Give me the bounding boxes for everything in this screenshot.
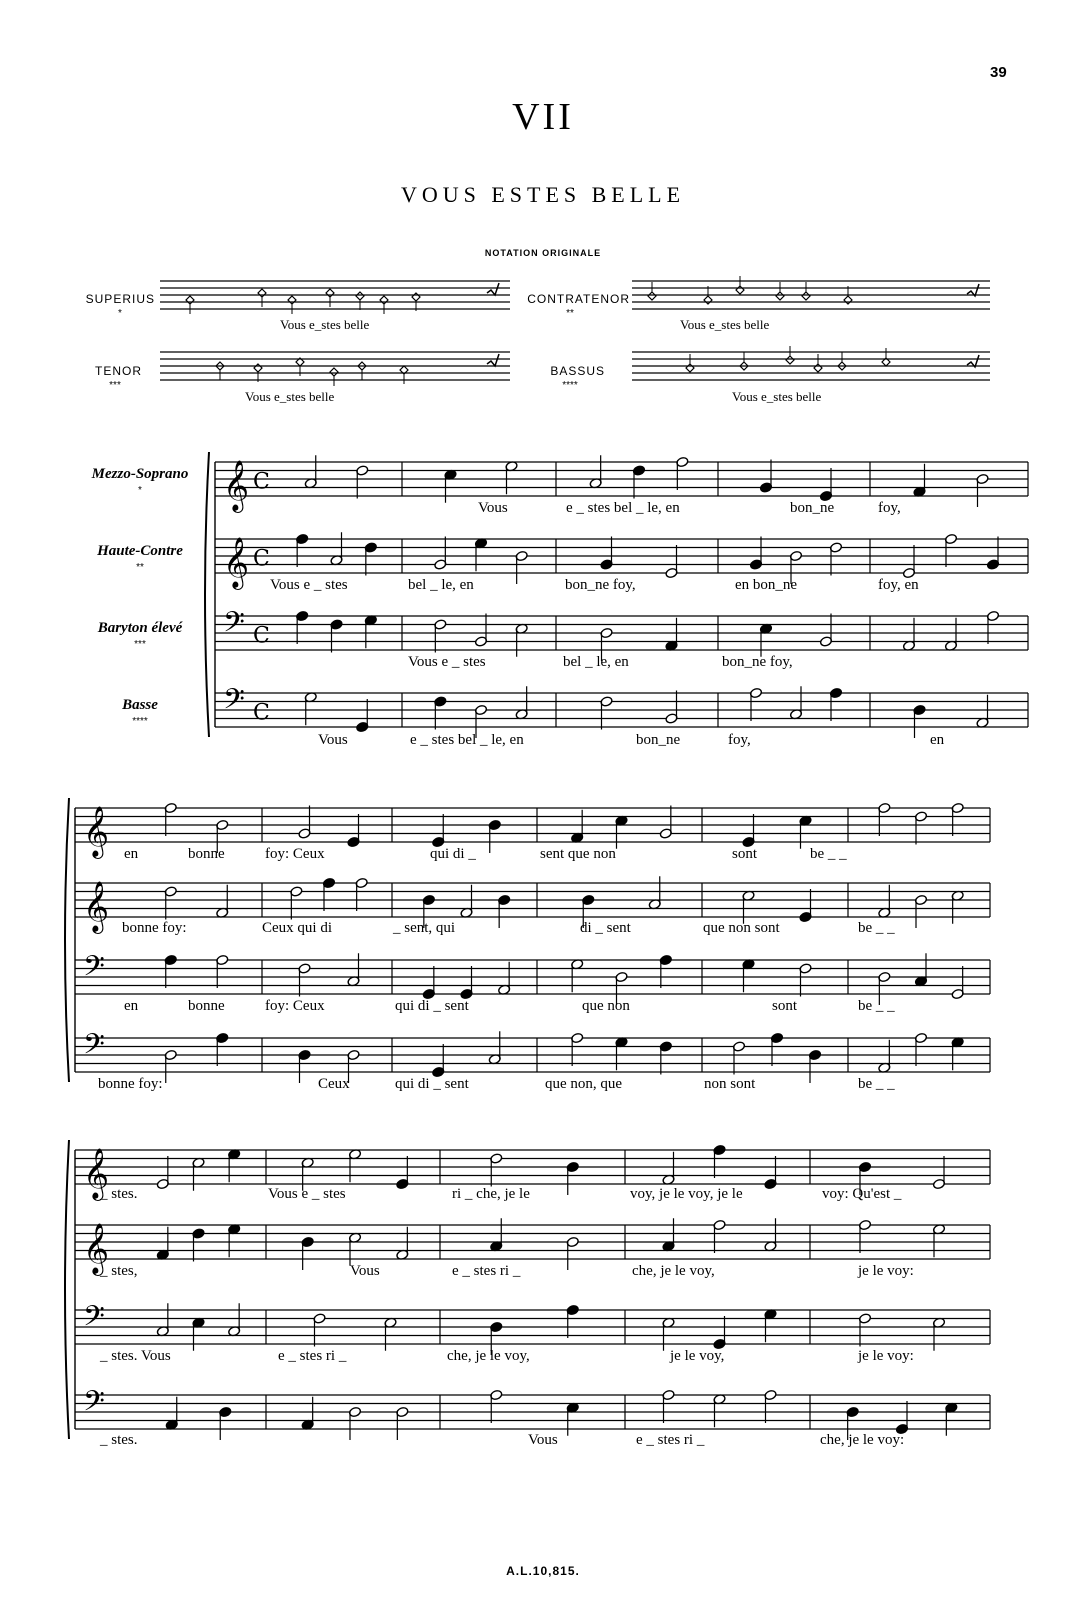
original-lyric: Vous e_stes belle	[280, 317, 370, 332]
system-bracket	[65, 1140, 69, 1439]
custos-mark	[967, 284, 979, 296]
lyric-s1-v1: Vous	[478, 500, 508, 516]
lyric-s3-v1: voy, je le voy, je le	[630, 1186, 743, 1202]
lyric-s1-v4: e _ stes bel _ le, en	[410, 732, 524, 748]
lyric-s1-v3: bon_ne foy,	[722, 654, 793, 670]
lyric-s2-v1: be _ _	[810, 846, 847, 862]
lyric-s3-v3: je le voy,	[670, 1348, 725, 1364]
voice-label-haute-contre: Haute-Contre	[97, 543, 183, 559]
voice-mark: *	[138, 485, 142, 496]
lyric-s2-v3: sont	[772, 998, 798, 1014]
original-lyric: Vous e_stes belle	[732, 389, 822, 404]
lyric-s1-v3: Vous e _ stes	[408, 654, 486, 670]
lyric-s2-v4: bonne foy:	[98, 1076, 163, 1092]
bass-clef: 𝄢	[223, 683, 245, 723]
lyric-s3-v1: _ stes.	[100, 1186, 138, 1202]
lyric-s1-v4: en	[930, 732, 945, 748]
lyric-s3-v2: e _ stes ri _	[452, 1263, 521, 1279]
diamond-note	[648, 292, 656, 300]
common-time: C	[253, 700, 270, 726]
plate-number: A.L.10,815.	[506, 1564, 580, 1578]
lyric-s3-v2: che, je le voy,	[632, 1263, 715, 1279]
treble-clef: 𝄞	[83, 1223, 110, 1274]
diamond-note	[186, 296, 194, 304]
lyric-s2-v2: Ceux qui di	[262, 920, 332, 936]
voice-label-basse: Basse	[122, 697, 158, 713]
lyric-s1-v4: foy,	[728, 732, 751, 748]
common-time: C	[253, 546, 270, 572]
lyric-s1-v4: Vous	[318, 732, 348, 748]
diamond-note	[330, 368, 338, 376]
lyric-s1-v2: bon_ne foy,	[565, 577, 636, 593]
diamond-note	[786, 356, 794, 364]
diamond-note	[814, 364, 822, 372]
voice-mark: ***	[134, 639, 146, 650]
diamond-note	[704, 296, 712, 304]
original-voice-mark: ***	[109, 380, 121, 391]
system-bracket	[205, 452, 209, 737]
lyric-s2-v1: foy: Ceux	[265, 846, 325, 862]
lyric-s3-v1: Vous e _ stes	[268, 1186, 346, 1202]
original-voice-mark: *	[118, 308, 122, 319]
lyric-s1-v2: en bon_ne	[735, 577, 798, 593]
original-lyric: Vous e_stes belle	[245, 389, 335, 404]
lyric-s3-v4: che, je le voy:	[820, 1432, 905, 1448]
lyric-s3-v3: _ stes. Vous	[100, 1348, 171, 1364]
custos-mark	[487, 354, 499, 366]
lyric-s2-v3: bonne	[188, 998, 225, 1014]
lyric-s2-v1: sent que non	[540, 846, 616, 862]
page-number: 39	[990, 64, 1007, 81]
lyric-s3-v2: _ stes,	[100, 1263, 138, 1279]
original-voice-mark: ****	[562, 380, 578, 391]
lyric-s2-v4: qui di _ sent	[395, 1076, 469, 1092]
diamond-note	[258, 289, 266, 297]
diamond-note	[736, 286, 744, 294]
voice-mark: **	[136, 562, 144, 573]
lyric-s2-v3: foy: Ceux	[265, 998, 325, 1014]
lyric-s3-v2: je le voy:	[858, 1263, 914, 1279]
treble-clef: 𝄞	[223, 537, 250, 588]
diamond-note	[412, 293, 420, 301]
diamond-note	[686, 364, 694, 372]
bass-clef: 𝄢	[83, 1300, 105, 1340]
lyric-s1-v1: e _ stes bel _ le, en	[566, 500, 680, 516]
diamond-note	[380, 296, 388, 304]
lyric-s3-v4: Vous	[528, 1432, 558, 1448]
lyric-s1-v4: bon_ne	[636, 732, 681, 748]
lyric-s1-v2: Vous e _ stes	[270, 577, 348, 593]
diamond-note	[844, 296, 852, 304]
voice-label-baryton: Baryton élevé	[97, 620, 183, 636]
original-voice-contratenor: CONTRATENOR	[527, 292, 630, 306]
lyric-s2-v3: qui di _ sent	[395, 998, 469, 1014]
lyric-s2-v3: be _ _	[858, 998, 895, 1014]
bass-clef: 𝄢	[223, 606, 245, 646]
lyric-s3-v4: e _ stes ri _	[636, 1432, 705, 1448]
movement-number: VII	[512, 96, 574, 138]
lyric-s1-v1: foy,	[878, 500, 901, 516]
lyric-s2-v4: be _ _	[858, 1076, 895, 1092]
bass-clef: 𝄢	[83, 1028, 105, 1068]
treble-clef: 𝄞	[83, 881, 110, 932]
lyric-s2-v2: que non sont	[703, 920, 780, 936]
original-voice-superius: SUPERIUS	[85, 292, 155, 306]
treble-clef: 𝄞	[83, 1148, 110, 1199]
lyric-s3-v4: _ stes.	[100, 1432, 138, 1448]
diamond-note	[326, 289, 334, 297]
diamond-note	[254, 364, 262, 372]
original-voice-bassus: BASSUS	[550, 364, 605, 378]
common-time: C	[253, 623, 270, 649]
original-voice-tenor: TENOR	[95, 364, 142, 378]
bass-clef: 𝄢	[83, 950, 105, 990]
lyric-s3-v3: je le voy:	[858, 1348, 914, 1364]
lyric-s1-v3: bel _ le, en	[563, 654, 629, 670]
lyric-s2-v2: di _ sent	[580, 920, 631, 936]
lyric-s2-v2: _ sent, qui	[393, 920, 456, 936]
diamond-note	[802, 292, 810, 300]
lyric-s3-v3: e _ stes ri _	[278, 1348, 347, 1364]
lyric-s2-v2: be _ _	[858, 920, 895, 936]
lyric-s2-v2: bonne foy:	[122, 920, 187, 936]
diamond-note	[356, 292, 364, 300]
diamond-note	[776, 292, 784, 300]
lyric-s2-v4: non sont	[704, 1076, 756, 1092]
lyric-s3-v2: Vous	[350, 1263, 380, 1279]
notation-label: NOTATION ORIGINALE	[484, 248, 602, 258]
diamond-note	[288, 296, 296, 304]
lyric-s2-v1: qui di _	[430, 846, 476, 862]
lyric-s2-v3: en	[124, 998, 139, 1014]
lyric-s2-v4: Ceux	[318, 1076, 350, 1092]
lyric-s1-v2: foy, en	[878, 577, 919, 593]
lyric-s2-v1: sont	[732, 846, 758, 862]
bass-clef: 𝄢	[83, 1385, 105, 1425]
treble-clef: 𝄞	[83, 806, 110, 857]
common-time: C	[253, 469, 270, 495]
lyric-s2-v1: bonne	[188, 846, 225, 862]
system-bracket	[65, 798, 69, 1082]
lyric-s2-v3: que non	[582, 998, 630, 1014]
lyric-s2-v1: en	[124, 846, 139, 862]
piece-title: VOUS ESTES BELLE	[400, 182, 686, 207]
original-lyric: Vous e_stes belle	[680, 317, 770, 332]
voice-mark: ****	[132, 716, 148, 727]
original-voice-mark: **	[566, 308, 574, 319]
lyric-s2-v4: que non, que	[545, 1076, 623, 1092]
lyric-s3-v3: che, je le voy,	[447, 1348, 530, 1364]
lyric-s3-v1: ri _ che, je le	[452, 1186, 530, 1202]
lyric-s1-v2: bel _ le, en	[408, 577, 474, 593]
treble-clef: 𝄞	[223, 460, 250, 511]
lyric-s3-v1: voy: Qu'est _	[822, 1186, 902, 1202]
voice-label-mezzo-soprano: Mezzo-Soprano	[91, 466, 189, 482]
lyric-s1-v1: bon_ne	[790, 500, 835, 516]
custos-mark	[967, 355, 979, 367]
custos-mark	[487, 283, 499, 295]
